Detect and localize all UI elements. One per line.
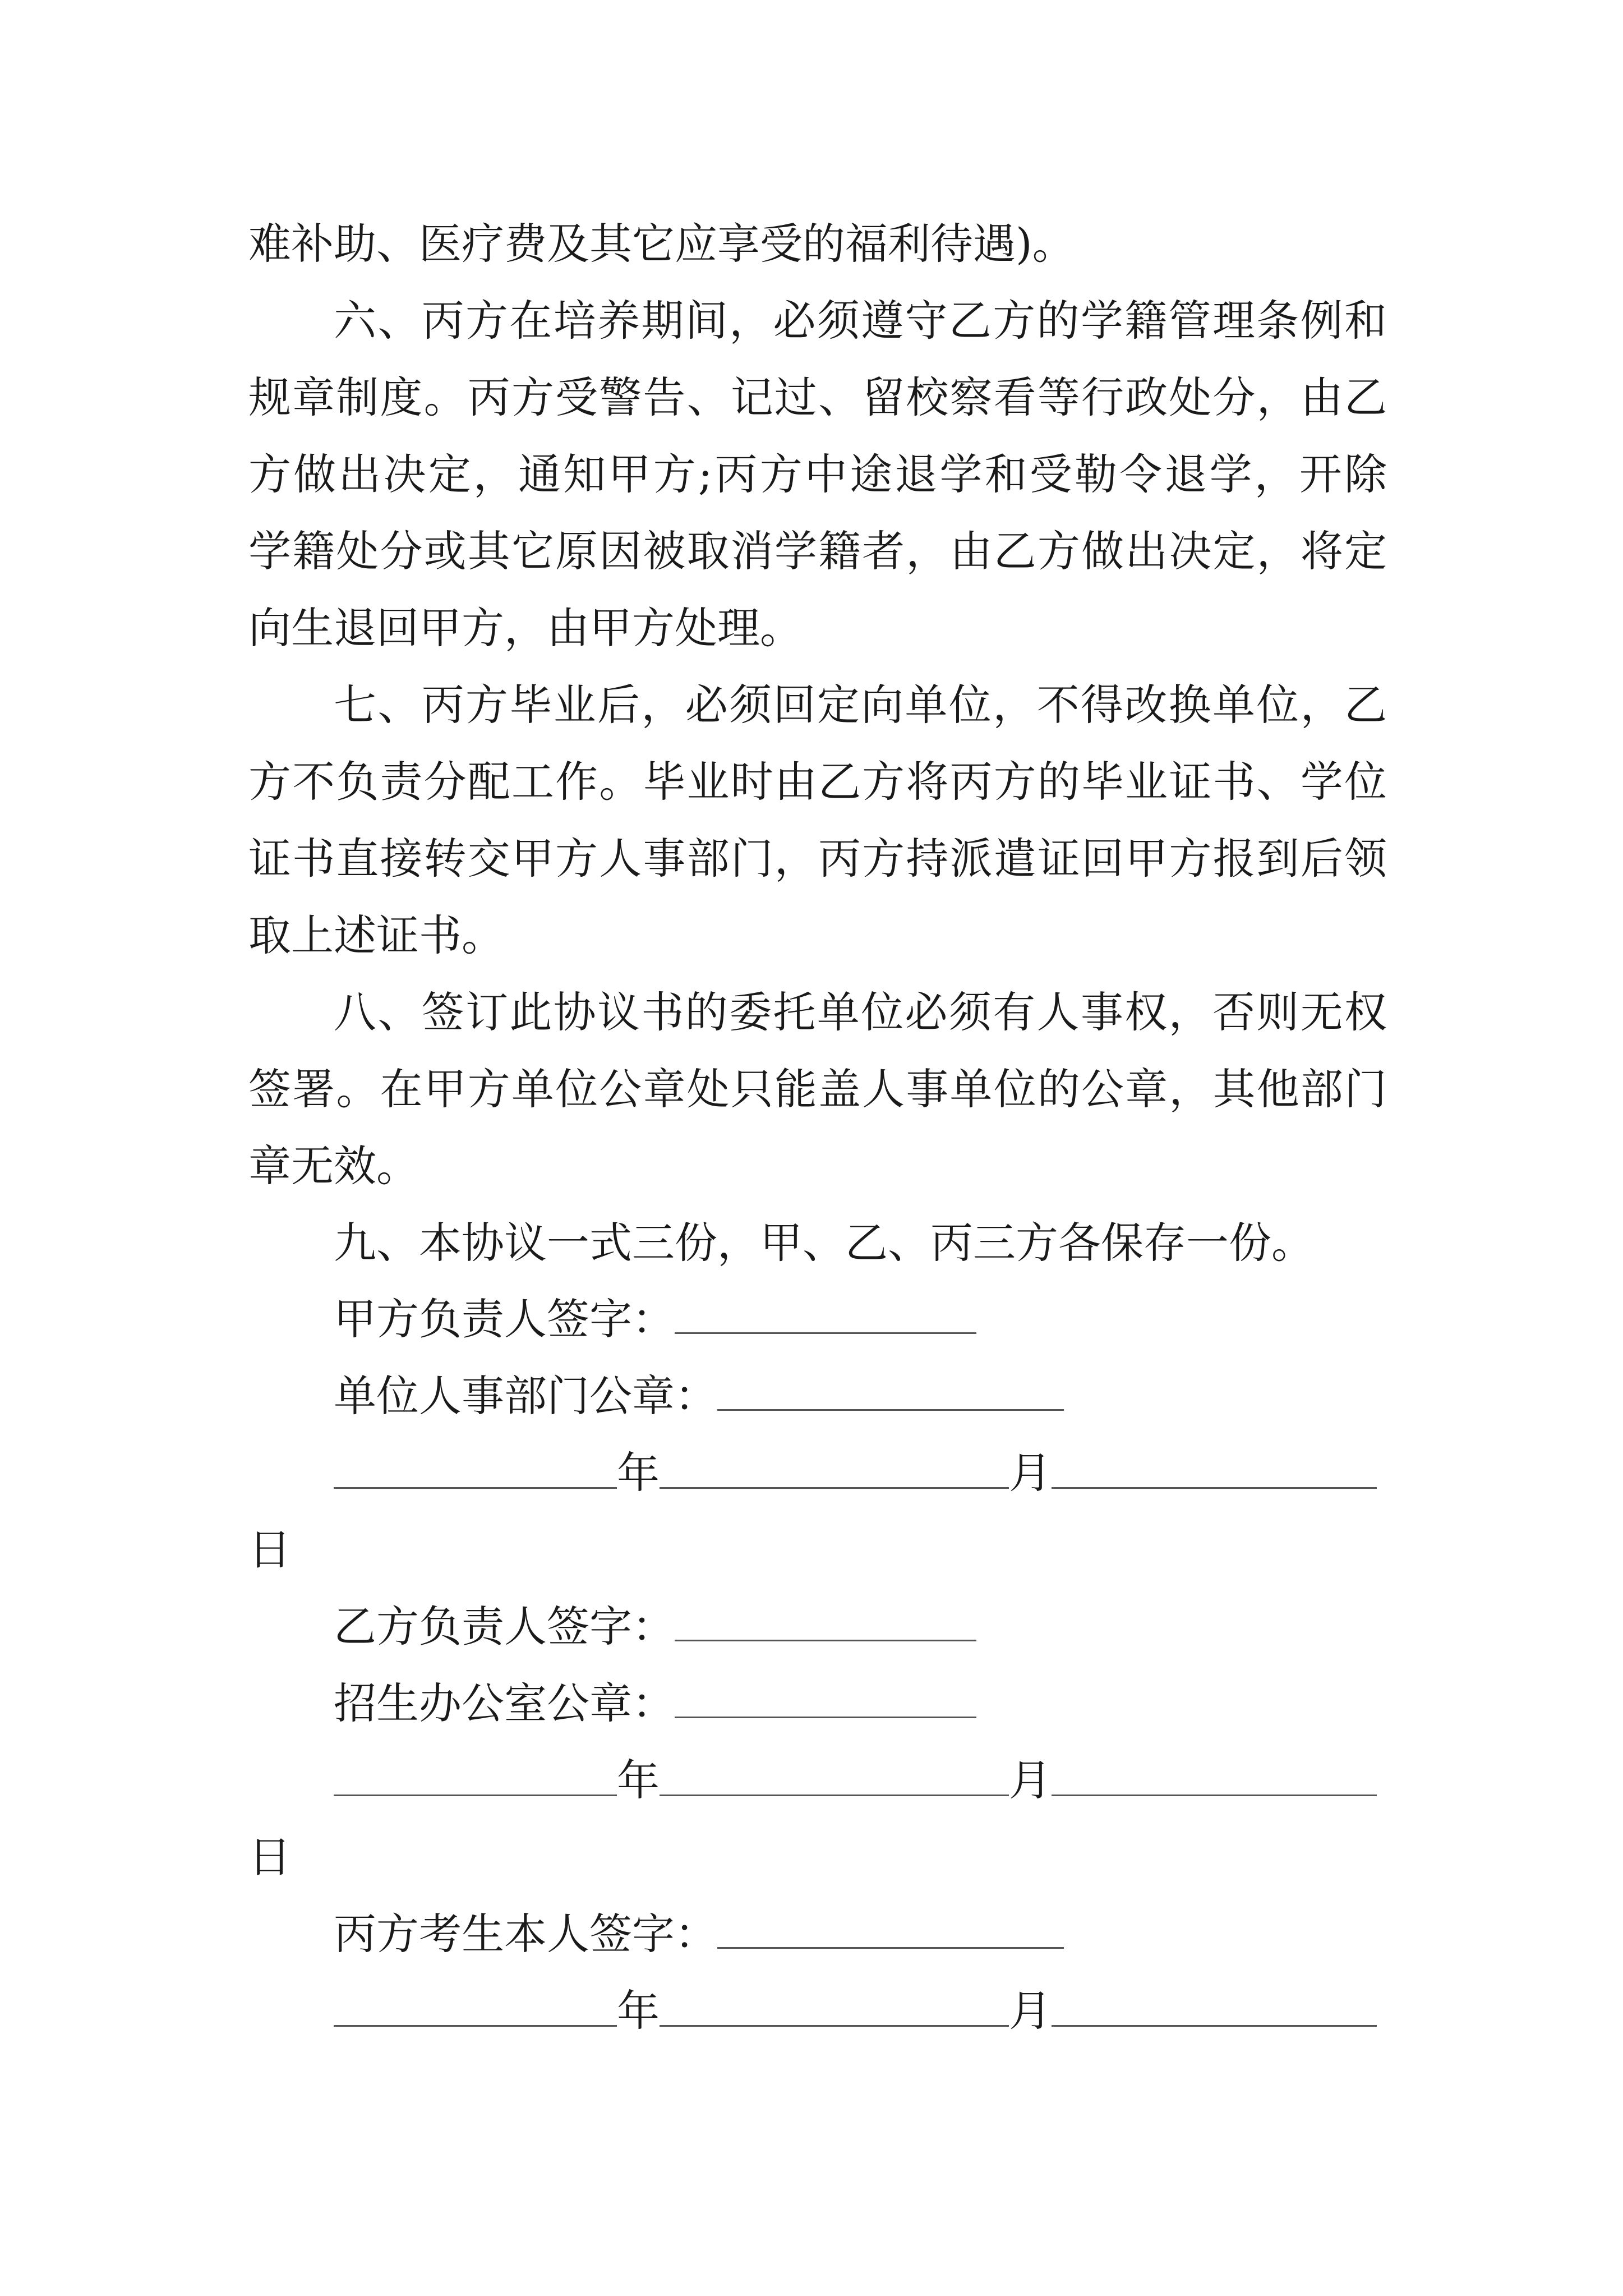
party-b-day-field[interactable] xyxy=(1052,1755,1377,1796)
party-b-seal-label: 招生办公室公章： xyxy=(334,1678,675,1728)
party-a-day-field[interactable] xyxy=(1052,1448,1377,1489)
clause-9: 九、本协议一式三份，甲、乙、丙三方各保存一份。 xyxy=(334,1218,1314,1268)
clause-6-line-3: 方做出决定，通知甲方;丙方中途退学和受勒令退学，开除 xyxy=(248,449,1387,499)
clause-7-line-4: 取上述证书。 xyxy=(248,910,504,960)
party-b-date-row xyxy=(248,1752,1387,1809)
party-c-month-field[interactable] xyxy=(660,1986,1009,2027)
party-a-seal-label: 单位人事部门公章： xyxy=(334,1371,717,1421)
party-b-sign-field[interactable] xyxy=(675,1600,976,1641)
clause-8-line-1: 八、签订此协议书的委托单位必须有人事权，否则无权 xyxy=(334,987,1387,1037)
party-b-seal-row xyxy=(248,1676,1387,1732)
clause-6-line-5: 向生退回甲方，由甲方处理。 xyxy=(248,603,803,653)
clause-6-line-4: 学籍处分或其它原因被取消学籍者，由乙方做出决定，将定 xyxy=(248,526,1387,576)
party-c-date-row xyxy=(248,1983,1387,2039)
party-a-sign-field[interactable] xyxy=(675,1293,976,1334)
party-b-seal-field[interactable] xyxy=(675,1677,976,1718)
party-b-day-label: 日 xyxy=(248,1832,291,1882)
party-a-year-label: 年 xyxy=(617,1448,660,1498)
clause-8-line-3: 章无效。 xyxy=(248,1141,419,1191)
party-b-month-label: 月 xyxy=(1009,1755,1052,1805)
clause-8-line-2: 签署。在甲方单位公章处只能盖人事单位的公章，其他部门 xyxy=(248,1064,1387,1114)
party-c-year-label: 年 xyxy=(617,1986,660,2036)
clause-7-line-3: 证书直接转交甲方人事部门，丙方持派遣证回甲方报到后领 xyxy=(248,834,1387,884)
party-c-sign-field[interactable] xyxy=(717,1908,1064,1949)
party-b-sign-row xyxy=(248,1599,1387,1655)
party-a-year-field[interactable] xyxy=(334,1448,617,1489)
party-a-sign-row xyxy=(248,1291,1387,1347)
paragraph-5-end: 难补助、医疗费及其它应享受的福利待遇)。 xyxy=(248,219,1075,269)
party-b-year-label: 年 xyxy=(617,1755,660,1805)
party-a-day-label: 日 xyxy=(248,1525,291,1575)
party-b-sign-label: 乙方负责人签字： xyxy=(334,1602,675,1651)
party-c-day-field[interactable] xyxy=(1052,1986,1377,2027)
party-c-sign-label: 丙方考生本人签字： xyxy=(334,1909,717,1959)
party-b-year-field[interactable] xyxy=(334,1755,617,1796)
clause-7-line-1: 七、丙方毕业后，必须回定向单位，不得改换单位，乙 xyxy=(334,680,1387,730)
party-a-sign-label: 甲方负责人签字： xyxy=(334,1294,675,1344)
document-page xyxy=(248,0,1387,2296)
clause-6-line-1: 六、丙方在培养期间，必须遵守乙方的学籍管理条例和 xyxy=(334,296,1387,346)
party-a-month-field[interactable] xyxy=(660,1448,1009,1489)
clause-6-line-2: 规章制度。丙方受警告、记过、留校察看等行政处分，由乙 xyxy=(248,372,1387,422)
party-a-date-row xyxy=(248,1445,1387,1501)
party-a-seal-row xyxy=(248,1368,1387,1424)
party-c-year-field[interactable] xyxy=(334,1986,617,2027)
party-b-month-field[interactable] xyxy=(660,1755,1009,1796)
party-c-month-label: 月 xyxy=(1009,1986,1052,2036)
party-a-seal-field[interactable] xyxy=(717,1370,1064,1411)
clause-7-line-2: 方不负责分配工作。毕业时由乙方将丙方的毕业证书、学位 xyxy=(248,757,1387,807)
party-c-sign-row xyxy=(248,1906,1387,1962)
party-a-month-label: 月 xyxy=(1009,1448,1052,1498)
